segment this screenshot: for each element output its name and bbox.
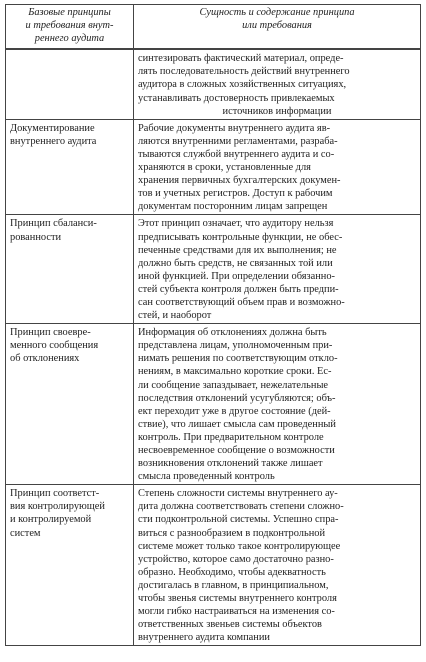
table-row	[6, 324, 421, 485]
text-line: сти подконтрольной системы. Успешно спра-	[138, 514, 339, 526]
text-line: ект переходит уже в другое состояние (дей-	[138, 405, 331, 417]
text-line: виться с разнообразием в подконтрольной	[138, 527, 326, 539]
text-line: документам посторонним лицам запрещен	[138, 201, 328, 213]
text-line: достигалась в главном, в принципиальном,	[138, 579, 329, 591]
text-line: хранения первичных бухгалтерских докумен-	[138, 175, 341, 187]
row-label-cell	[6, 215, 134, 324]
text-line: храняются в сроки, установленные для	[138, 162, 311, 174]
table-row	[6, 485, 421, 646]
text-line: последствия отклонений усугубляются; объ-	[138, 392, 336, 404]
text-line: ответственных звеньев системы объектов	[138, 619, 322, 631]
label-line: рованности	[10, 231, 62, 243]
text-line: печенные средствами для их выполнения; не	[138, 244, 337, 256]
text-line: предписывать контрольные функции, не обес-	[138, 231, 343, 243]
label-line: Документирование	[10, 122, 95, 134]
row-label-cell	[6, 485, 134, 646]
label-line: и контролируемой	[10, 514, 92, 526]
text-line: Рабочие документы внутреннего аудита яв-	[138, 122, 331, 134]
text-line: тываются службой внутреннего аудита и со-	[138, 148, 335, 160]
audit-principles-table	[5, 4, 421, 646]
text-line: тов и учетных регистров. Доступ к рабочим	[138, 188, 333, 200]
text-line: синтезировать фактический материал, опреде-	[138, 53, 344, 65]
row-label-cell	[6, 49, 134, 119]
header-col1-line: реннего аудита	[34, 33, 105, 45]
text-line: контроль. При предварительном контроле	[138, 431, 324, 443]
label-line: Принцип своевре-	[10, 327, 91, 339]
text-line: устанавливать достоверность привлекаемых	[138, 92, 335, 104]
table-row	[6, 215, 421, 324]
row-text-cell	[134, 119, 421, 215]
header-col2-line: или требования	[242, 20, 312, 32]
text-line: ствие), что лишает смысла сам проведенный	[138, 418, 336, 430]
header-col-essence	[134, 5, 421, 50]
text-line: лять последовательность действий внутреннего	[138, 66, 350, 78]
row-label-cell	[6, 324, 134, 485]
header-col1-line: и требования внут-	[25, 20, 114, 32]
text-line: стей субъекта контроля должен быть предпи-	[138, 283, 339, 295]
table-row	[6, 119, 421, 215]
text-line: могли гибко настраиваться на изменения со-	[138, 606, 335, 618]
text-line: нениям, в максимально короткие сроки. Ес-	[138, 366, 332, 378]
label-line: систем	[10, 527, 41, 539]
text-line: ли сообщение запаздывает, нежелательные	[138, 379, 329, 391]
header-col-principles	[6, 5, 134, 50]
text-line: возникновения отклонений также лишает	[138, 458, 323, 470]
row-text-cell	[134, 49, 421, 119]
text-line: Информация об отклонениях должна быть	[138, 327, 327, 339]
header-col1-line: Базовые принципы	[28, 7, 111, 18]
header-col2-line: Сущность и содержание принципа	[199, 7, 355, 18]
text-line: чтобы звенья системы внутреннего контроля	[138, 593, 337, 605]
text-line: иной функцией. При определении обязанно-	[138, 270, 335, 282]
label-line: менного сообщения	[10, 340, 99, 352]
text-line: нимать решения по соответствующим откло-	[138, 353, 338, 365]
text-line: стей, и наоборот	[138, 310, 212, 322]
text-line: аудитора в сложных хозяйственных ситуациях,	[138, 79, 347, 91]
text-line: представлена лицам, уполномоченным при-	[138, 340, 333, 352]
table-row	[6, 49, 421, 119]
text-line: образно. Необходимо, чтобы адекватность	[138, 566, 326, 578]
text-line: Этот принцип означает, что аудитору нельзя	[138, 218, 334, 230]
text-line: смысла проведенный контроль	[138, 471, 275, 483]
row-text-cell	[134, 215, 421, 324]
label-line: Принцип сбаланси-	[10, 218, 97, 230]
text-line: несвоевременное сообщение о возможности	[138, 445, 335, 456]
text-line: ляются внутренними регламентами, разраба-	[138, 135, 338, 147]
row-label-cell	[6, 119, 134, 215]
row-text-cell	[134, 324, 421, 485]
label-line: внутреннего аудита	[10, 135, 97, 147]
table-header-row	[6, 5, 421, 50]
label-line: об отклонениях	[10, 353, 80, 365]
label-line: вия контролирующей	[10, 501, 105, 513]
text-line: Степень сложности системы внутреннего ау-	[138, 488, 338, 500]
text-line: источников информации	[222, 105, 332, 117]
row-text-cell	[134, 485, 421, 646]
text-line: устройство, которое само достаточно разно-	[138, 553, 334, 565]
text-line: системе может только такое контролирующее	[138, 540, 341, 552]
text-line: дита должна соответствовать степени сложно-	[138, 501, 344, 513]
text-line: сан соответствующий объем прав и возможно-	[138, 296, 345, 308]
text-line: должно быть средств, не связанных той или	[138, 257, 333, 269]
label-line: Принцип соответст-	[10, 488, 100, 500]
text-line: внутреннего аудита компании	[138, 632, 270, 644]
